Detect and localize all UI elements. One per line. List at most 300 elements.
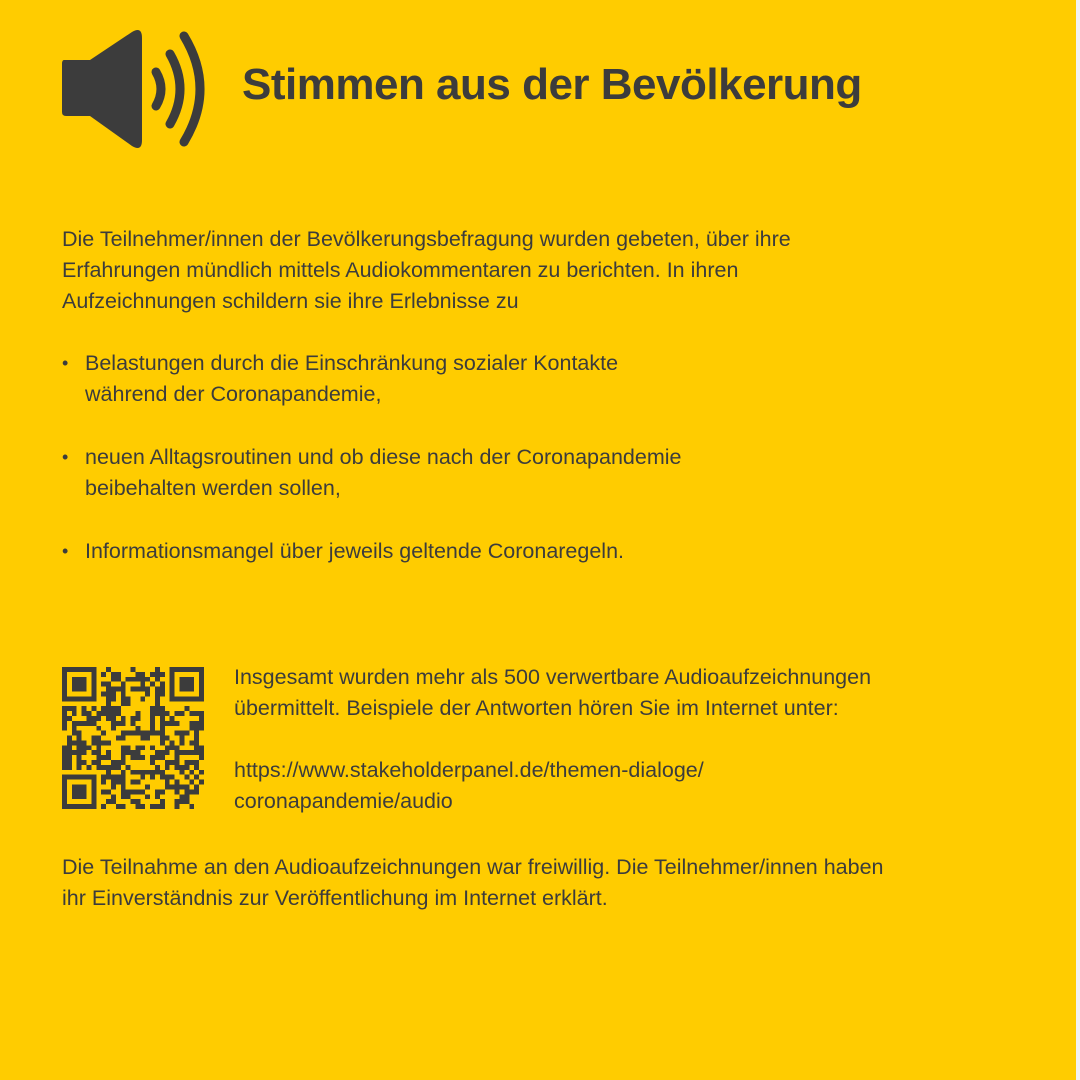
qr-module: [126, 765, 131, 770]
qr-module: [111, 711, 116, 716]
qr-module: [150, 682, 155, 687]
qr-module: [170, 785, 175, 790]
qr-module: [175, 785, 180, 790]
qr-module: [77, 740, 82, 745]
qr-module: [106, 716, 111, 721]
qr-module: [165, 721, 170, 726]
qr-module: [160, 799, 165, 804]
qr-module: [160, 716, 165, 721]
qr-module: [184, 706, 189, 711]
qr-module: [111, 799, 116, 804]
qr-module: [175, 804, 180, 809]
qr-module: [165, 760, 170, 765]
info-block: [234, 662, 954, 817]
qr-module: [67, 755, 72, 760]
qr-module: [116, 711, 121, 716]
qr-module: [170, 775, 175, 780]
qr-module: [121, 745, 126, 750]
qr-module: [160, 682, 165, 687]
speaker-icon: [60, 26, 210, 152]
qr-module: [145, 770, 150, 775]
qr-module: [126, 789, 131, 794]
list-item-text: während der Coronapandemie,: [85, 382, 382, 406]
qr-module: [155, 804, 160, 809]
qr-module: [96, 750, 101, 755]
qr-module: [140, 789, 145, 794]
qr-module: [131, 780, 136, 785]
qr-module: [135, 780, 140, 785]
qr-module: [155, 765, 160, 770]
qr-module: [91, 706, 96, 711]
qr-module: [175, 780, 180, 785]
qr-module: [160, 721, 165, 726]
qr-module: [155, 677, 160, 682]
qr-module: [91, 760, 96, 765]
qr-module: [145, 731, 150, 736]
qr-module: [199, 745, 204, 750]
qr-module: [150, 775, 155, 780]
qr-module: [150, 726, 155, 731]
qr-module: [62, 745, 67, 750]
qr-module: [91, 750, 96, 755]
qr-module: [62, 765, 67, 770]
qr-module: [150, 770, 155, 775]
qr-module: [194, 726, 199, 731]
qr-module: [67, 716, 72, 721]
qr-module: [189, 740, 194, 745]
qr-module: [180, 785, 185, 790]
qr-module: [116, 780, 121, 785]
qr-module: [121, 701, 126, 706]
qr-module: [150, 804, 155, 809]
bullet-icon: •: [62, 541, 69, 561]
qr-module: [165, 785, 170, 790]
qr-module: [165, 711, 170, 716]
qr-module: [140, 770, 145, 775]
qr-module: [199, 750, 204, 755]
qr-module: [101, 706, 106, 711]
qr-module: [111, 780, 116, 785]
qr-module: [106, 691, 111, 696]
qr-module: [101, 755, 106, 760]
intro-line: Erfahrungen mündlich mittels Audiokommentaren zu berichten. In ihren: [62, 258, 739, 282]
qr-finder: [170, 667, 204, 672]
qr-module: [145, 677, 150, 682]
qr-module: [126, 745, 131, 750]
qr-module: [194, 760, 199, 765]
qr-module: [155, 672, 160, 677]
qr-finder: [62, 775, 96, 780]
url-line[interactable]: https://www.stakeholderpanel.de/themen-dialoge/: [234, 758, 704, 782]
qr-module: [189, 721, 194, 726]
audio-link[interactable]: [234, 755, 954, 817]
qr-module: [189, 780, 194, 785]
qr-finder: [91, 775, 96, 809]
qr-module: [135, 731, 140, 736]
qr-module: [116, 775, 121, 780]
qr-module: [62, 755, 67, 760]
topic-list: [62, 348, 922, 599]
qr-module: [140, 672, 145, 677]
qr-module: [131, 677, 136, 682]
qr-module: [91, 721, 96, 726]
qr-finder: [72, 785, 87, 800]
qr-module: [150, 745, 155, 750]
qr-module: [101, 804, 106, 809]
qr-module: [170, 745, 175, 750]
qr-module: [116, 736, 121, 741]
qr-module: [116, 677, 121, 682]
qr-module: [111, 785, 116, 790]
qr-module: [86, 721, 91, 726]
qr-module: [175, 755, 180, 760]
footer-line: ihr Einverständnis zur Veröffentlichung im Internet erklärt.: [62, 886, 608, 910]
qr-module: [121, 736, 126, 741]
qr-module: [155, 667, 160, 672]
qr-module: [131, 716, 136, 721]
qr-module: [82, 760, 87, 765]
qr-finder: [62, 696, 96, 701]
qr-module: [184, 775, 189, 780]
qr-module: [131, 789, 136, 794]
qr-module: [111, 672, 116, 677]
qr-module: [82, 740, 87, 745]
qr-module: [155, 687, 160, 692]
qr-module: [96, 740, 101, 745]
qr-module: [106, 701, 111, 706]
qr-module: [180, 799, 185, 804]
qr-module: [184, 731, 189, 736]
qr-module: [96, 726, 101, 731]
qr-module: [121, 721, 126, 726]
qr-module: [184, 785, 189, 790]
qr-module: [62, 726, 67, 731]
list-item-text: Belastungen durch die Einschränkung sozialer Kontakte: [85, 351, 619, 375]
qr-module: [77, 731, 82, 736]
qr-module: [111, 687, 116, 692]
info-line: Insgesamt wurden mehr als 500 verwertbare Audioaufzeichnungen: [234, 665, 872, 689]
qr-module: [140, 677, 145, 682]
list-item: [62, 348, 922, 410]
qr-module: [175, 745, 180, 750]
qr-finder: [62, 775, 67, 809]
qr-module: [135, 755, 140, 760]
qr-module: [67, 740, 72, 745]
qr-module: [101, 711, 106, 716]
qr-module: [101, 775, 106, 780]
qr-module: [155, 789, 160, 794]
qr-module: [135, 716, 140, 721]
qr-module: [180, 750, 185, 755]
qr-module: [194, 785, 199, 790]
list-item: [62, 442, 922, 504]
qr-module: [121, 760, 126, 765]
qr-module: [150, 760, 155, 765]
qr-module: [121, 731, 126, 736]
qr-module: [116, 804, 121, 809]
qr-module: [160, 740, 165, 745]
qr-module: [194, 765, 199, 770]
qr-module: [160, 804, 165, 809]
qr-module: [155, 701, 160, 706]
qr-module: [145, 794, 150, 799]
list-item: [62, 536, 922, 567]
qr-module: [82, 711, 87, 716]
qr-module: [121, 780, 126, 785]
qr-module: [140, 775, 145, 780]
qr-module: [135, 726, 140, 731]
qr-module: [140, 745, 145, 750]
qr-module: [101, 780, 106, 785]
qr-module: [77, 736, 82, 741]
qr-module: [184, 760, 189, 765]
qr-module: [131, 755, 136, 760]
qr-module: [86, 716, 91, 721]
qr-module: [184, 799, 189, 804]
bullet-icon: •: [62, 447, 69, 467]
qr-module: [180, 765, 185, 770]
qr-module: [106, 687, 111, 692]
qr-module: [199, 721, 204, 726]
qr-module: [96, 736, 101, 741]
qr-module: [111, 691, 116, 696]
qr-module: [155, 794, 160, 799]
qr-module: [135, 711, 140, 716]
qr-module: [121, 750, 126, 755]
footer-paragraph: [62, 852, 962, 914]
qr-module: [199, 726, 204, 731]
qr-module: [126, 794, 131, 799]
qr-module: [199, 780, 204, 785]
qr-module: [184, 765, 189, 770]
qr-module: [62, 711, 67, 716]
qr-module: [111, 760, 116, 765]
qr-finder: [72, 677, 87, 692]
qr-module: [135, 770, 140, 775]
bullet-icon: •: [62, 353, 69, 373]
qr-module: [116, 706, 121, 711]
qr-module: [180, 736, 185, 741]
list-item-text: beibehalten werden sollen,: [85, 476, 341, 500]
qr-module: [111, 706, 116, 711]
qr-module: [165, 745, 170, 750]
qr-module: [160, 726, 165, 731]
qr-module: [121, 785, 126, 790]
qr-module: [140, 682, 145, 687]
qr-module: [189, 711, 194, 716]
qr-module: [116, 672, 121, 677]
qr-module: [140, 687, 145, 692]
qr-module: [121, 770, 126, 775]
qr-module: [160, 736, 165, 741]
qr-module: [111, 775, 116, 780]
qr-module: [150, 706, 155, 711]
qr-module: [194, 789, 199, 794]
qr-module: [72, 706, 77, 711]
qr-module: [150, 711, 155, 716]
qr-module: [160, 711, 165, 716]
qr-module: [155, 691, 160, 696]
qr-module: [155, 750, 160, 755]
qr-module: [111, 721, 116, 726]
qr-code[interactable]: [62, 663, 204, 813]
qr-module: [180, 770, 185, 775]
qr-module: [72, 740, 77, 745]
qr-module: [160, 750, 165, 755]
qr-module: [180, 731, 185, 736]
intro-paragraph: [62, 224, 922, 317]
qr-module: [106, 755, 111, 760]
qr-module: [160, 672, 165, 677]
qr-module: [72, 731, 77, 736]
qr-module: [155, 770, 160, 775]
qr-module: [175, 711, 180, 716]
qr-module: [180, 740, 185, 745]
qr-module: [145, 785, 150, 790]
qr-module: [111, 726, 116, 731]
qr-module: [140, 696, 145, 701]
qr-module: [116, 765, 121, 770]
qr-module: [106, 750, 111, 755]
qr-module: [135, 799, 140, 804]
intro-line: Die Teilnehmer/innen der Bevölkerungsbefragung wurden gebeten, über ihre: [62, 227, 791, 251]
qr-module: [175, 789, 180, 794]
qr-module: [194, 711, 199, 716]
qr-module: [126, 731, 131, 736]
qr-finder: [170, 696, 204, 701]
qr-module: [67, 760, 72, 765]
qr-module: [135, 672, 140, 677]
qr-module: [194, 750, 199, 755]
qr-module: [199, 711, 204, 716]
qr-module: [82, 706, 87, 711]
qr-module: [106, 799, 111, 804]
qr-module: [106, 696, 111, 701]
qr-module: [175, 760, 180, 765]
qr-module: [67, 765, 72, 770]
qr-module: [126, 750, 131, 755]
qr-module: [106, 770, 111, 775]
qr-module: [194, 745, 199, 750]
footer-line: Die Teilnahme an den Audioaufzeichnungen war freiwillig. Die Teilnehmer/innen haben: [62, 855, 884, 879]
qr-module: [131, 799, 136, 804]
qr-module: [106, 682, 111, 687]
qr-module: [96, 755, 101, 760]
qr-module: [145, 736, 150, 741]
url-line[interactable]: coronapandemie/audio: [234, 789, 453, 813]
qr-module: [189, 804, 194, 809]
qr-module: [155, 711, 160, 716]
qr-module: [131, 721, 136, 726]
qr-module: [62, 721, 67, 726]
qr-module: [189, 726, 194, 731]
qr-module: [194, 740, 199, 745]
qr-module: [160, 706, 165, 711]
qr-module: [96, 765, 101, 770]
qr-module: [160, 789, 165, 794]
qr-module: [155, 696, 160, 701]
qr-module: [199, 716, 204, 721]
qr-module: [135, 687, 140, 692]
qr-module: [180, 711, 185, 716]
qr-module: [155, 706, 160, 711]
info-line: übermittelt. Beispiele der Antworten hören Sie im Internet unter:: [234, 696, 839, 720]
qr-module: [135, 745, 140, 750]
qr-module: [106, 711, 111, 716]
qr-module: [170, 721, 175, 726]
qr-module: [96, 745, 101, 750]
qr-module: [101, 765, 106, 770]
qr-module: [67, 706, 72, 711]
qr-module: [77, 750, 82, 755]
qr-module: [175, 750, 180, 755]
qr-finder: [91, 667, 96, 701]
qr-module: [121, 687, 126, 692]
qr-finder: [199, 667, 204, 701]
qr-module: [170, 716, 175, 721]
qr-finder: [170, 667, 175, 701]
qr-module: [135, 750, 140, 755]
qr-module: [140, 736, 145, 741]
qr-module: [184, 794, 189, 799]
qr-module: [96, 716, 101, 721]
qr-module: [150, 731, 155, 736]
qr-module: [121, 789, 126, 794]
qr-module: [131, 770, 136, 775]
qr-module: [111, 794, 116, 799]
qr-module: [131, 731, 136, 736]
qr-finder: [180, 677, 195, 692]
qr-module: [165, 736, 170, 741]
qr-module: [194, 736, 199, 741]
qr-module: [106, 789, 111, 794]
qr-module: [175, 731, 180, 736]
qr-module: [72, 750, 77, 755]
qr-module: [67, 745, 72, 750]
qr-module: [116, 687, 121, 692]
qr-module: [194, 731, 199, 736]
qr-module: [135, 789, 140, 794]
qr-module: [91, 740, 96, 745]
qr-module: [72, 711, 77, 716]
qr-module: [135, 677, 140, 682]
qr-module: [111, 765, 116, 770]
qr-module: [170, 740, 175, 745]
qr-module: [199, 755, 204, 760]
qr-module: [155, 755, 160, 760]
qr-module: [180, 794, 185, 799]
qr-module: [145, 691, 150, 696]
qr-module: [150, 716, 155, 721]
qr-module: [150, 755, 155, 760]
qr-module: [77, 721, 82, 726]
qr-module: [155, 731, 160, 736]
qr-module: [121, 755, 126, 760]
qr-module: [126, 701, 131, 706]
qr-module: [121, 804, 126, 809]
qr-module: [77, 755, 82, 760]
qr-module: [121, 794, 126, 799]
qr-module: [62, 760, 67, 765]
qr-module: [77, 760, 82, 765]
qr-module: [62, 716, 67, 721]
qr-module: [184, 789, 189, 794]
list-item-text: Informationsmangel über jeweils geltende Coronaregeln.: [85, 539, 625, 563]
qr-module: [145, 687, 150, 692]
qr-module: [135, 804, 140, 809]
qr-module: [96, 760, 101, 765]
qr-module: [189, 789, 194, 794]
